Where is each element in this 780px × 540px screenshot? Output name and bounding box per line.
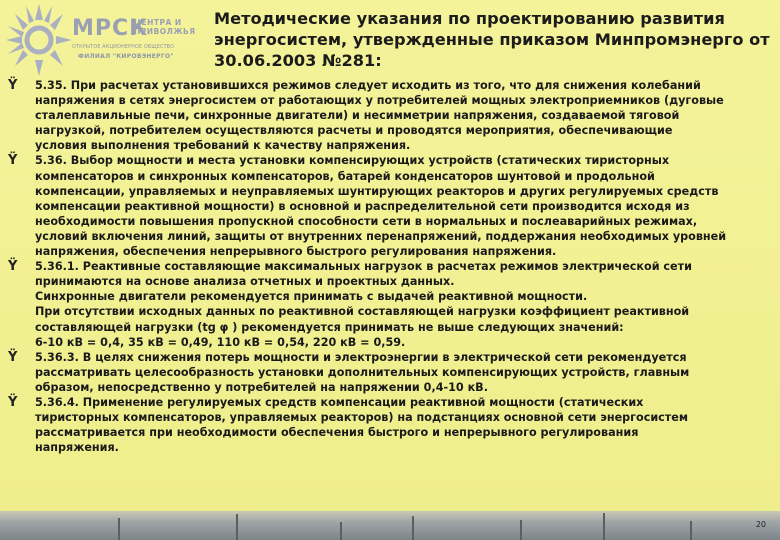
list-item <box>8 259 776 350</box>
item-text-line: 5.35. При расчетах установившихся режимов следует исходить из того, что для снижения колебаний <box>35 79 701 92</box>
logo-subtitle: ОТКРЫТОЕ АКЦИОНЕРНОЕ ОБЩЕСТВО <box>72 45 175 50</box>
item-text-line: рассматривается при необходимости обеспечения быстрого и непрерывного регулирования <box>35 426 639 440</box>
item-text-line: составляющей нагрузки (tg φ ) рекомендуется принимать не выше следующих значений: <box>35 320 624 334</box>
logo-side-line-1: ЦЕНТРА И <box>134 18 182 27</box>
item-text-line: необходимости повышения пропускной способности сети в нормальных и послеаварийных режимах, <box>35 214 698 228</box>
item-text-line: образом, непосредственно у потребителей на напряжении 0,4-10 кВ. <box>35 380 488 394</box>
list-item <box>8 153 776 259</box>
bullet-icon: Ÿ <box>8 78 18 93</box>
item-text-line: компенсации реактивной мощности) в основной и распределительной сети производится исходя из <box>35 199 690 213</box>
bullet-icon: Ÿ <box>8 153 18 169</box>
bullet-icon: Ÿ <box>8 394 18 410</box>
item-text-line: 5.36.1. Реактивные составляющие максимальных нагрузок в расчетах режимов электрической сети <box>35 260 692 274</box>
sun-emblem-icon <box>4 0 74 78</box>
item-text-line: напряжения, обеспечения непрерывного быстрого регулирования напряжения. <box>35 245 557 259</box>
item-text-line: условий включения линий, защиты от внутренних перенапряжений, поддержания необходимых уровней <box>35 229 727 243</box>
item-text-line: сталеплавильные печи, синхронные двигатели) и несимметрии напряжения, создаваемой тяговой <box>35 109 680 123</box>
title-line: Методические указания по проектированию развития <box>214 9 725 28</box>
item-text-line: 5.36.3. В целях снижения потерь мощности и электроэнергии в электрической сети рекомендуется <box>35 350 687 364</box>
item-text-line: напряжения. <box>35 441 119 455</box>
item-text-line: принимаются на основе анализа отчетных и проектных данных. <box>35 275 455 289</box>
slide-title <box>214 8 774 71</box>
logo-main-text: МРСК <box>72 16 149 41</box>
item-text-line: 5.36. Выбор мощности и места установки компенсирующих устройств (статических тиристорных <box>35 154 670 168</box>
list-item <box>8 78 776 153</box>
bullet-icon: Ÿ <box>8 259 18 275</box>
logo-side-line-2: ПРИВОЛЖЬЯ <box>134 27 196 36</box>
list-item <box>8 350 776 395</box>
item-text-line: При отсутствии исходных данных по реактивной составляющей нагрузки коэффициент реактивной <box>35 305 690 319</box>
logo-side-text <box>134 18 196 36</box>
item-text-line: тиристорных компенсаторов, управляемых реакторов) на подстанциях основной сети энергосистем <box>35 411 689 425</box>
item-text-line: компенсации, управляемых и неуправляемых шунтирующих реакторов и других регулируемых средств <box>35 184 719 198</box>
item-text-line: рассматривать целесообразность установки дополнительных компенсирующих устройств, главным <box>35 365 690 379</box>
company-logo <box>4 0 214 78</box>
item-text-line: 6-10 кВ = 0,4, 35 кВ = 0,49, 110 кВ = 0,54, 220 кВ = 0,59. <box>35 335 406 349</box>
title-line: энергосистем, утвержденные приказом Минпромэнерго от <box>214 30 770 49</box>
list-item <box>8 395 776 455</box>
item-text-line: условия выполнения требований к качеству напряжения. <box>35 139 411 153</box>
page-number: 20 <box>755 520 766 529</box>
item-text-line: Синхронные двигатели рекомендуется принимать с выдачей реактивной мощности. <box>35 290 588 304</box>
bullet-icon: Ÿ <box>8 349 18 365</box>
logo-branch: ФИЛИАЛ "КИРОВЭНЕРГО" <box>78 53 174 60</box>
item-text-line: компенсаторов и синхронных компенсаторов, батарей конденсаторов шунтовой и продольной <box>35 169 655 183</box>
power-line-photo-strip <box>0 511 780 540</box>
bullet-list <box>8 78 776 455</box>
item-text-line: напряжения в сетях энергосистем от работающих у потребителей мощных электроприемников (дуговые <box>35 94 724 108</box>
item-text-line: нагрузкой, потребителем осуществляются расчеты и проводятся мероприятия, обеспечивающие <box>35 124 673 138</box>
item-text-line: 5.36.4. Применение регулируемых средств компенсации реактивной мощности (статических <box>35 395 644 409</box>
title-line: 30.06.2003 №281: <box>214 51 382 70</box>
